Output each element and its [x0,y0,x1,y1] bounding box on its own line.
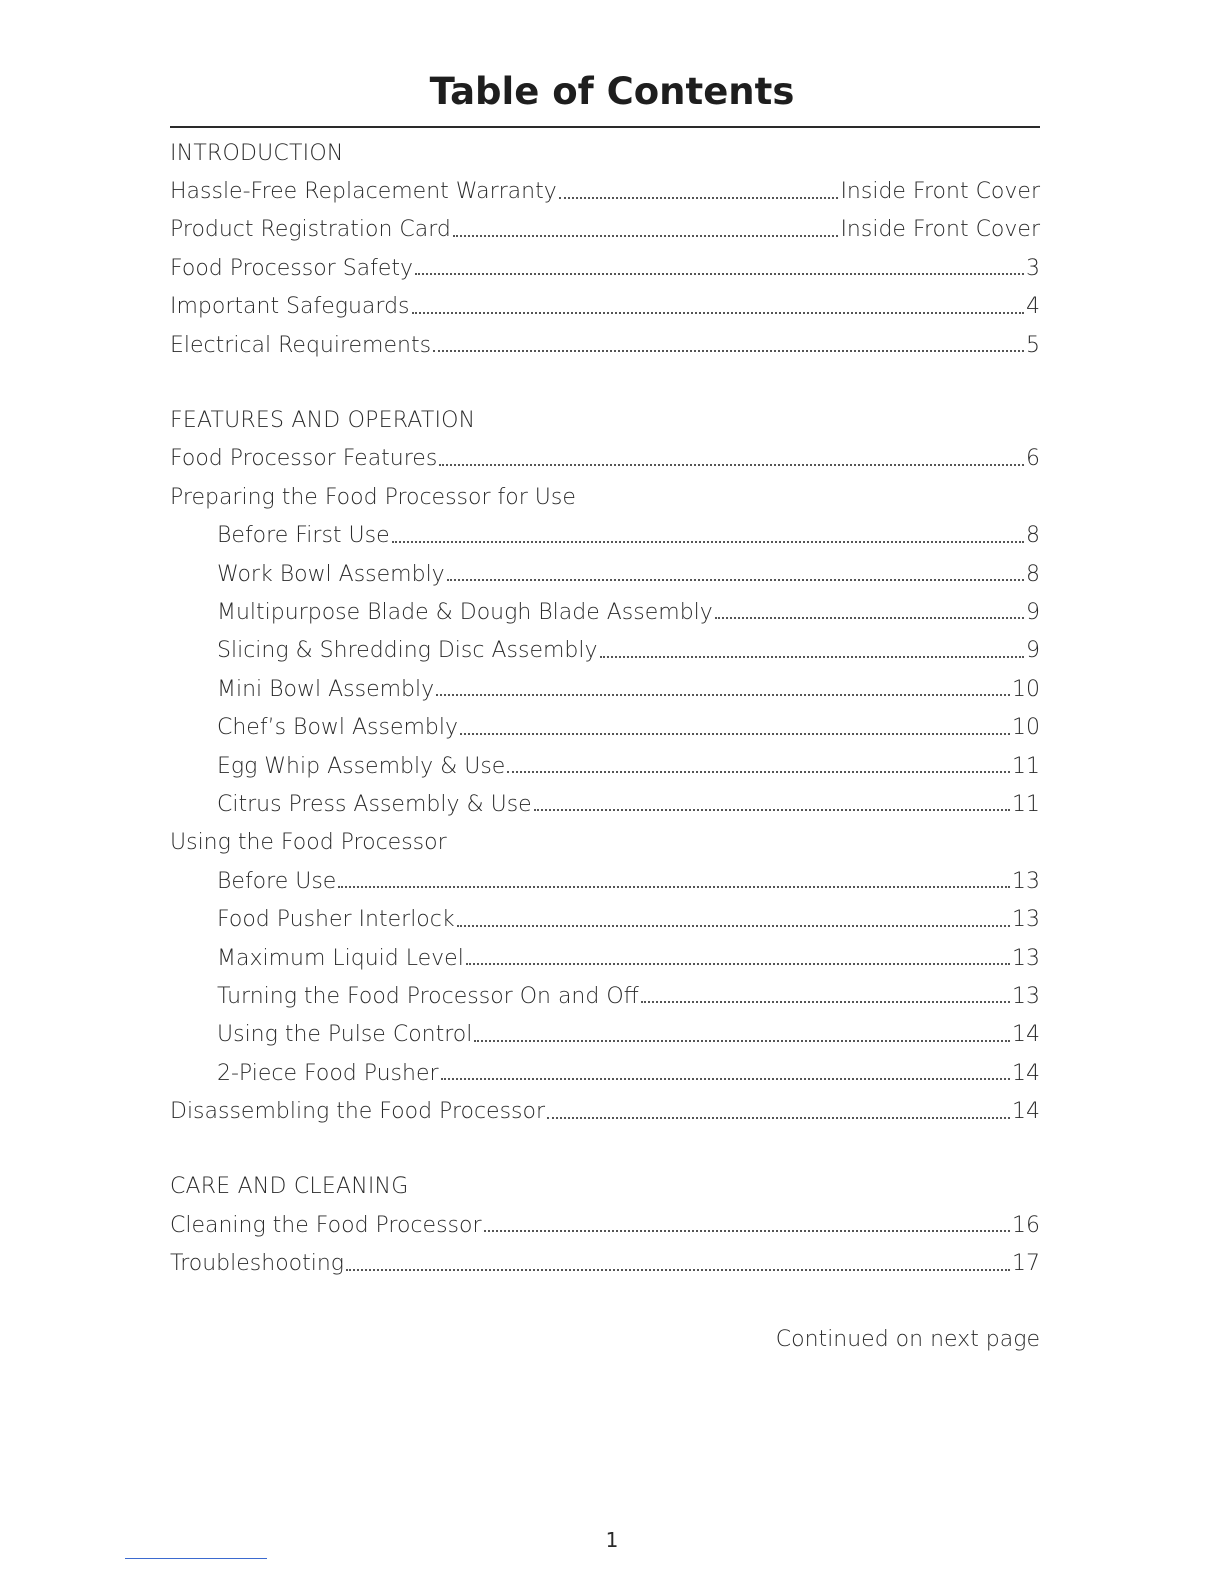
toc-entry[interactable] [170,478,1040,516]
toc-entry[interactable] [170,249,1040,287]
toc-entry-label: Important Safeguards [170,294,410,320]
dot-leader [436,694,1010,696]
toc-entry[interactable] [170,211,1040,249]
toc-entry[interactable] [170,939,1040,977]
toc-entry[interactable] [170,440,1040,478]
toc-entry-page: 14 [1012,1099,1040,1125]
dot-leader [484,1230,1011,1232]
toc-entry-label: Using the Food Processor [170,830,447,856]
toc-entry-page: 16 [1012,1212,1040,1238]
toc-entry-page: 8 [1026,523,1040,549]
section-heading: FEATURES AND OPERATION [170,408,476,434]
toc-entry-page: 13 [1012,945,1040,971]
toc-entry[interactable] [170,824,1040,862]
toc-entry-label: Cleaning the Food Processor [170,1212,482,1238]
toc-entry[interactable] [170,555,1040,593]
toc-entry-label: Food Processor Safety [170,255,414,281]
section-heading: INTRODUCTION [170,140,344,166]
toc-entry-page: 13 [1012,907,1040,933]
toc-entry-label: Maximum Liquid Level [217,945,464,971]
toc-entry-label: Egg Whip Assembly & Use [217,753,506,779]
toc-entry-page: 3 [1026,255,1040,281]
toc-entry-page: 6 [1026,446,1040,472]
toc-entry[interactable] [170,1206,1040,1244]
toc-entry-label: Food Processor Features [170,446,438,472]
toc-entry-page: 9 [1026,638,1040,664]
dot-leader [439,464,1024,466]
dot-leader [466,963,1010,965]
toc-entry-page: 8 [1026,561,1040,587]
dot-leader [447,579,1024,581]
toc-entry[interactable] [170,593,1040,631]
toc-entry-label: Product Registration Card [170,217,451,243]
page-title: Table of Contents [429,70,795,113]
dot-leader [715,617,1024,619]
toc-entry[interactable] [170,900,1040,938]
toc-entry-label: Turning the Food Processor On and Off [217,983,639,1009]
dot-leader [457,925,1010,927]
dot-leader [392,541,1024,543]
dot-leader [600,656,1024,658]
dot-leader [412,312,1025,314]
toc-entry-page: 13 [1012,868,1040,894]
toc-entry-label: Slicing & Shredding Disc Assembly [217,638,598,664]
toc-entry-page: 11 [1012,791,1040,817]
dot-leader [441,1078,1010,1080]
toc-entry[interactable] [170,326,1040,364]
dot-leader [415,273,1024,275]
toc-entry-label: Before First Use [217,523,390,549]
toc-entry[interactable] [170,1092,1040,1130]
section-heading: CARE AND CLEANING [170,1174,409,1200]
dot-leader [433,350,1024,352]
dot-leader [460,733,1010,735]
dot-leader [507,771,1010,773]
dot-leader [338,886,1010,888]
table-of-contents [170,134,1040,1283]
toc-entry-label: 2-Piece Food Pusher [217,1060,439,1086]
dot-leader [641,1001,1010,1003]
toc-entry-label: Disassembling the Food Processor [170,1099,546,1125]
toc-entry-label: Using the Pulse Control [217,1022,473,1048]
toc-entry-page: Inside Front Cover [840,179,1040,205]
continued-note: Continued on next page [775,1327,1040,1352]
dot-leader [346,1269,1010,1271]
toc-entry[interactable] [170,708,1040,746]
toc-entry-page: 14 [1012,1060,1040,1086]
toc-entry-label: Work Bowl Assembly [217,561,445,587]
toc-entry-page: Inside Front Cover [840,217,1040,243]
toc-entry-label: Multipurpose Blade & Dough Blade Assembly [217,599,713,625]
dot-leader [534,809,1010,811]
toc-entry-page: 10 [1012,676,1040,702]
toc-entry-label: Before Use [217,868,337,894]
dot-leader [453,235,839,237]
toc-entry[interactable] [170,172,1040,210]
toc-entry-page: 4 [1026,294,1040,320]
toc-entry[interactable] [170,785,1040,823]
toc-entry-label: Troubleshooting [170,1251,344,1277]
toc-entry-page: 9 [1026,599,1040,625]
toc-entry-page: 14 [1012,1022,1040,1048]
footer-link-line [125,1558,267,1559]
toc-entry-label: Hassle-Free Replacement Warranty [170,179,557,205]
dot-leader [547,1117,1010,1119]
page-number: 1 [605,1528,619,1552]
toc-entry-page: 11 [1012,753,1040,779]
toc-entry[interactable] [170,747,1040,785]
toc-entry-page: 13 [1012,983,1040,1009]
dot-leader [559,197,839,199]
toc-entry[interactable] [170,1016,1040,1054]
toc-entry-label: Chef’s Bowl Assembly [217,715,459,741]
toc-entry-label: Food Pusher Interlock [217,907,455,933]
toc-entry[interactable] [170,862,1040,900]
toc-entry-page: 10 [1012,715,1040,741]
title-rule [170,126,1040,128]
toc-entry-page: 5 [1026,332,1040,358]
dot-leader [474,1040,1010,1042]
toc-entry-page: 17 [1012,1251,1040,1277]
toc-entry[interactable] [170,1245,1040,1283]
toc-entry-label: Preparing the Food Processor for Use [170,484,576,510]
section-spacer [170,1131,1040,1168]
toc-entry-label: Mini Bowl Assembly [217,676,435,702]
section-spacer [170,364,1040,401]
toc-entry[interactable] [170,670,1040,708]
toc-entry-label: Electrical Requirements [170,332,432,358]
toc-entry[interactable] [170,288,1040,326]
toc-entry[interactable] [170,1054,1040,1092]
toc-entry-label: Citrus Press Assembly & Use [217,791,532,817]
toc-entry[interactable] [170,517,1040,555]
toc-entry[interactable] [170,977,1040,1015]
toc-entry[interactable] [170,632,1040,670]
